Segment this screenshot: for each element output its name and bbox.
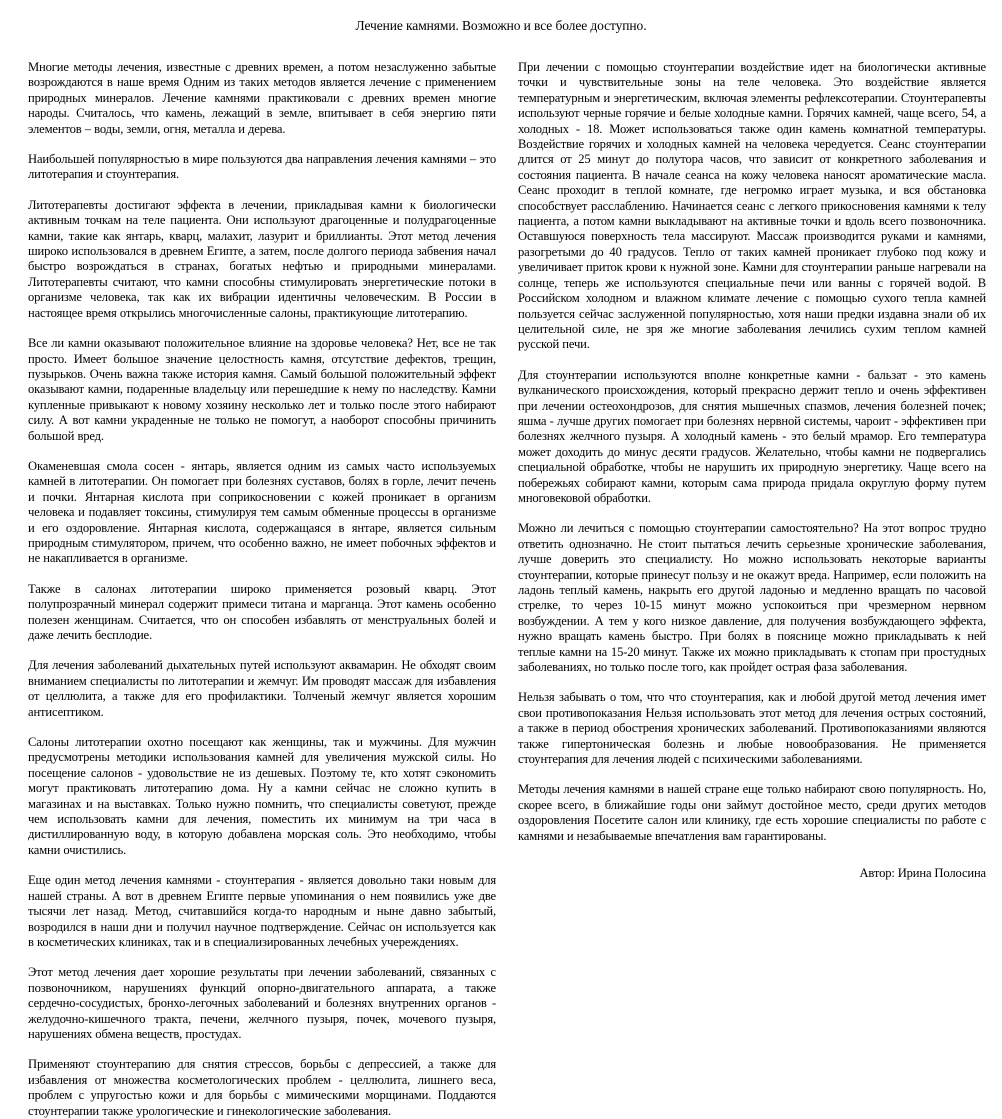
paragraph: При лечении с помощью стоунтерапии воздействие идет на биологически активные точки и чувствительные зоны на теле человека. Это воздействие является температурным и энергетическим, включая элементы рефлексотерапии. Стоунтерапевты используют черные горячие и белые холодные камни. Горячих камней, чаще всего, 54, а холодных - 18. Может использоваться также один камень комнатной температуры. Воздействие горячих и холодных камней на человека чередуется. Сеанс стоунтерапии длится от 25 минут до полутора часов, что зависит от конкретного заболевания и состояния пациента. В начале сеанса на кожу человека наносят ароматические масла. Сеанс проходит в теплой комнате, где негромко играет музыка, и вся обстановка способствует расслаблению. Начинается сеанс с легкого прикосновения камнями к телу пациента, а потом камни выкладывают на активные точки и вдоль всего позвоночника. Оставшуюся поверхность тела массируют. Массаж производится руками и камнями, разогретыми до 40 градусов. Тепло от таких камней проникает глубоко под кожу и увеличивает приток крови к нужной зоне. Камни для стоунтерапии раньше нагревали на солнце, теперь же используются специальные печи или ванны с горячей водой. В Российском холодном и влажном климате лечение с помощью сухого тепла камней пользуется сейчас заслуженной популярностью, хотя наши предки издавна знали об их целительной силе, не зря же многие заболевания лечились сухим теплом камней русской печи. [518, 60, 986, 352]
paragraph: Салоны литотерапии охотно посещают как женщины, так и мужчины. Для мужчин предусмотрены методики использования камней для увеличения мужской силы. Но посещение салонов - удовольствие не из дешевых. Поэтому те, кто хотят сэкономить могут практиковать литотерапию дома. Ну а камни сейчас не сложно купить в магазинах и на выставках. Только нужно помнить, что специалисты советуют, прежде чем использовать камни для лечения, поместить их минимум на три часа в дистиллированную воду, в которую добавлена морская соль. Это необходимо, чтобы камни очистились. [28, 735, 496, 857]
paragraph: Еще один метод лечения камнями - стоунтерапия - является довольно таки новым для нашей страны. А вот в древнем Египте первые упоминания о нем появились уже две тысячи лет назад. Метод, считавшийся когда-то народным и ныне давно забытый, возродился в наши дни и получил научное подтверждение. Сейчас он используется как в косметических клиниках, так и в специализированных лечебных учереждениях. [28, 873, 496, 949]
paragraph: Наибольшей популярностью в мире пользуются два направления лечения камнями – это литотерапия и стоунтерапия. [28, 152, 496, 182]
paragraph: Все ли камни оказывают положительное влияние на здоровье человека? Нет, все не так просто. Имеет большое значение целостность камня, отсутствие дефектов, трещин, пузырьков. Очень важна также история камня. Самый большой положительный эффект оказывают камни, подаренные владельцу или перешедшие к нему по наследству. Камни купленные привыкают к новому хозяину несколько лет и только после этого набирают силу. А вот камни украденные не только не помогут, а наоборот способны причинить большой вред. [28, 336, 496, 443]
right-column [518, 60, 986, 882]
author-byline: Автор: Ирина Полосина [859, 866, 986, 881]
paragraph: Нельзя забывать о том, что что стоунтерапия, как и любой другой метод лечения имет свои противопоказания Нельзя использовать этот метод для лечения острых состояний, а также в период обострения хронических заболеваний. Противопоказаниями являются также гипертоническая болезнь и любые новообразования. Не применяется стоунтерапия для лечения людей с психическими заболеваниями. [518, 690, 986, 767]
page-title: Лечение камнями. Возможно и все более доступно. [355, 18, 647, 33]
paragraph: Многие методы лечения, известные с древних времен, а потом незаслуженно забытые возрождаются в наше время Одним из таких методов является лечение с применением природных минералов. Лечение камнями практиковали с древних времен многие народы. Считалось, что камень, лежащий в земле, впитывает в себя энергию пяти элементов – воды, земли, огня, металла и дерева. [28, 60, 496, 136]
paragraph: Методы лечения камнями в нашей стране еще только набирают свою популярность. Но, скорее всего, в ближайшие годы они займут достойное место, среди других методов оздоровления Посетите салон или клинику, где есть хорошие специалисты по работе с камнями и незабываемые впечатления вам гарантированы. [518, 782, 986, 843]
paragraph: Литотерапевты достигают эффекта в лечении, прикладывая камни к биологически активным точкам на теле пациента. Они используют драгоценные и полудрагоценные камни, такие как янтарь, кварц, малахит, лазурит и бриллианты. Этот метод лечения широко использовался в древнем Египте, а затем, после долгого периода забвения начал быстро возрождаться в странах, богатых нефтью и природными минералами. Литотерапевты считают, что камни способны стимулировать энергетические потоки в организме человека, так как их вибрации идентичны человеческим. В России в настоящее время открылись многочисленные салоны, практикующие литотерапию. [28, 197, 496, 320]
paragraph: Этот метод лечения дает хорошие результаты при лечении заболеваний, связанных с позвоночником, нарушениях функций опорно-двигательного аппарата, а также сердечно-сосудистых, бронхо-легочных заболеваний и болезнях внутренних органов - желудочно-кишечного тракта, печени, желчного пузыря, почек, мочевого пузыря, нарушениях обмена веществ, простудах. [28, 965, 496, 1041]
paragraph: Применяют стоунтерапию для снятия стрессов, борьбы с депрессией, а также для избавления от множества косметологических проблем - целлюлита, лишнего веса, проблем с упругостью кожи и для борьбы с мимическими морщинами. Поддаются стоунтерапии также урологические и гинекологические заболевания. [28, 1057, 496, 1118]
left-column [28, 60, 496, 1119]
paragraph: Также в салонах литотерапии широко применяется розовый кварц. Этот полупрозрачный минерал содержит примеси титана и марганца. Этот камень особенно полезен женщинам. Считается, что он способен избавлять от менструальных болей и даже лечить бесплодие. [28, 581, 496, 642]
two-column-body [0, 60, 1002, 1119]
paragraph: Можно ли лечиться с помощью стоунтерапии самостоятельно? На этот вопрос трудно ответить однозначно. Не стоит пытаться лечить серьезные хронические заболевания, лучше доверить это специалисту. Но можно использовать некоторые варианты стоунтерапии, которые принесут пользу и не окажут вреда. Например, если положить на ладонь теплый камень, накрыть его другой ладонью и медленно вращать по часовой стрелке, то через 10-15 минут можно успокоиться при чрезмерном нервном возбуждении. А тем у кого низкое давление, для получения возбуждающего эффекта, нужно вращать камень быстро. При болях в пояснице можно прикладывать к ней теплые камни на 15-20 минут. Также их можно прикладывать к стопам при простудных заболеваниях, но только после того, как пройдет острая фаза заболевания. [518, 521, 986, 675]
paragraph: Окаменевшая смола сосен - янтарь, является одним из самых часто используемых камней в литотерапии. Он помогает при болезнях суставов, болях в горле, лечит печень и почки. Янтарная кислота при соприкосновении с кожей проникает в организм человека и подавляет токсины, стимулируя тем самым обменные процессы в организме и его оздоровление. Янтарная кислота, содержащаяся в янтаре, является сильным природным стимулятором, причем, что особенно важно, не имеет побочных эффектов и не накапливается в организме. [28, 458, 496, 566]
paragraph: Для лечения заболеваний дыхательных путей используют аквамарин. Не обходят своим вниманием специалисты по литотерапии и жемчуг. Им проводят массаж для избавления от целлюлита, а также для его профилактики. Толченый жемчуг является хорошим антисептиком. [28, 658, 496, 719]
paragraph: Для стоунтерапии используются вполне конкретные камни - бальзат - это камень вулканического происхождения, который прекрасно держит тепло и очень эффективен при лечении остеохондрозов, для снятия мышечных спазмов, лечения болезней почек; яшма - лучше других помогает при болезнях нервной системы, чароит - эффективен при болезнях желчного пузыря. А холодный камень - это белый мрамор. Его температура может доходить до минус десяти градусов. Желательно, чтобы камни не подвергались специальной обработке, чтобы не нарушить их природную энергетику. Чаще всего на побережьях собирают камни, которым сама природа придала округлую форму путем многовековой обработки. [518, 367, 986, 505]
